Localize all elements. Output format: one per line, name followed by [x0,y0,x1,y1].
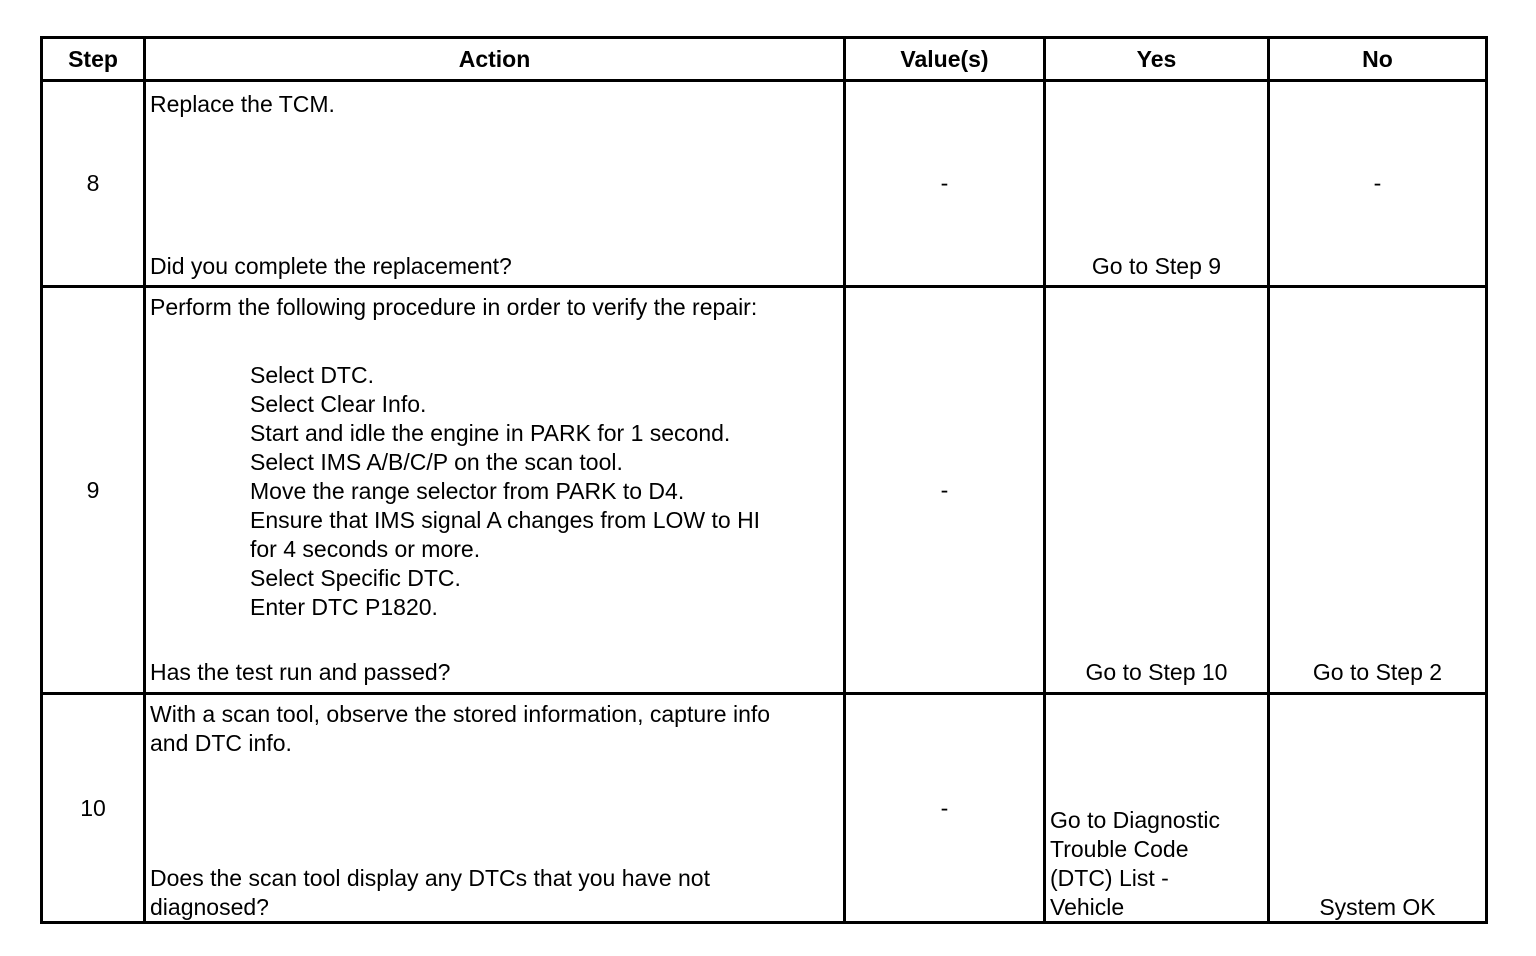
procedure-item: Select Specific DTC. [250,565,461,591]
yes-link-line[interactable]: Trouble Code [1050,836,1189,862]
header-yes: Yes [1043,39,1267,79]
yes-link-line[interactable]: (DTC) List - [1050,865,1169,891]
action-intro: Replace the TCM. [150,91,335,117]
action-question: Has the test run and passed? [150,659,451,685]
procedure-item: Select IMS A/B/C/P on the scan tool. [250,449,623,475]
step-number: 9 [86,476,100,503]
action-question: Did you complete the replacement? [150,253,512,279]
diagnostic-table [40,36,1488,924]
value-cell: - [843,82,1043,285]
yes-link-line[interactable]: Go to Diagnostic [1050,807,1221,833]
procedure-item: for 4 seconds or more. [250,536,481,562]
step-number: 8 [86,170,100,196]
yes-link-line[interactable]: Vehicle [1050,894,1125,920]
procedure-item: Move the range selector from PARK to D4. [250,478,685,504]
action-intro-line: With a scan tool, observe the stored information, capture info [150,701,771,727]
header-values: Value(s) [843,39,1043,79]
procedure-item: Enter DTC P1820. [250,594,438,620]
action-question-line: Does the scan tool display any DTCs that you have not [150,865,710,891]
header-no: No [1267,39,1485,79]
table-row-step-8 [43,79,1485,285]
procedure-item: Start and idle the engine in PARK for 1 second. [250,420,731,446]
yes-cell [1043,288,1267,692]
action-intro-line: and DTC info. [150,730,292,756]
action-cell [143,288,843,692]
action-intro: Perform the following procedure in order to verify the repair: [150,294,758,320]
no-link[interactable]: Go to Step 2 [1312,659,1443,685]
value-cell: - [843,288,1043,692]
step-number: 10 [80,794,106,821]
action-cell [143,82,843,285]
yes-cell [1043,82,1267,285]
procedure-list [250,361,760,622]
table-header-row [43,39,1485,79]
header-step: Step [68,45,118,72]
value-cell: - [843,695,1043,921]
procedure-item: Ensure that IMS signal A changes from LOW to HI [250,507,761,533]
header-action: Action [143,39,843,79]
table-row-step-10 [43,692,1485,921]
procedure-item: Select Clear Info. [250,391,427,417]
no-result: System OK [1319,894,1436,920]
action-question-line: diagnosed? [150,894,269,920]
yes-cell[interactable] [1043,695,1267,921]
no-cell [1267,288,1485,692]
no-cell [1267,695,1485,921]
action-cell [143,695,843,921]
table-row-step-9 [43,285,1485,692]
yes-link[interactable]: Go to Step 10 [1085,659,1228,685]
procedure-item: Select DTC. [250,362,374,388]
yes-link[interactable]: Go to Step 9 [1091,253,1222,279]
no-cell: - [1267,82,1485,285]
